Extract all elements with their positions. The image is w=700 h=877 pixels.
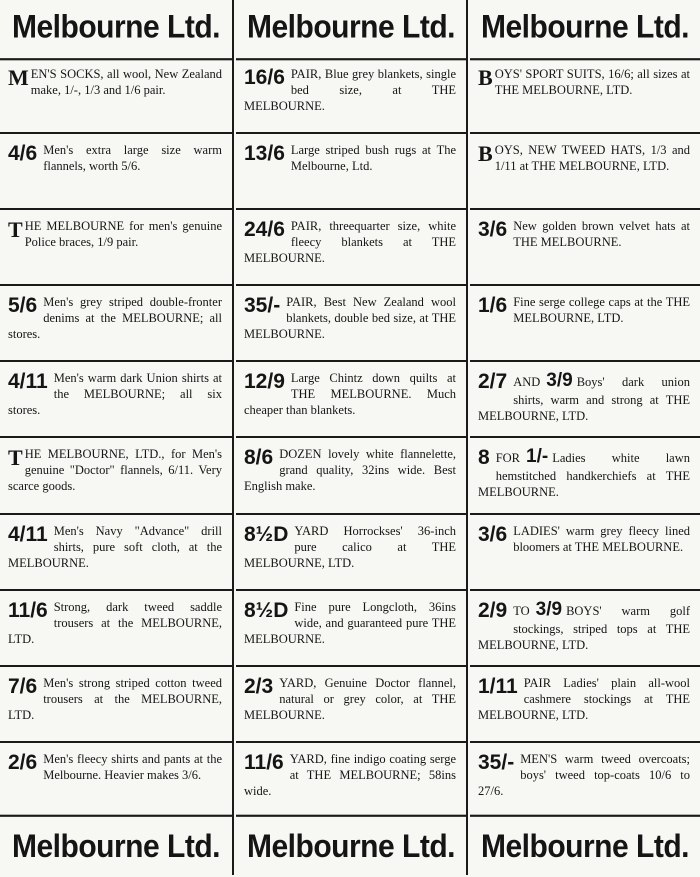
- advert-text: OYS, NEW TWEED HATS, 1/3 and 1/11 at THE MELBOURNE, LTD.: [494, 143, 690, 174]
- advert-text: EN'S SOCKS, all wool, New Zealand make, 1/-, 1/3 and 1/6 pair.: [30, 67, 222, 97]
- advert-price: 3/6: [478, 218, 508, 242]
- column-banner-bottom: Melbourne Ltd.: [0, 815, 232, 877]
- advert-initial: M: [8, 65, 29, 90]
- advert-initial: B: [478, 65, 493, 90]
- advert-price: 8½D: [244, 522, 289, 546]
- advert-price: 2/6: [8, 750, 38, 774]
- advert-price: 12/9: [244, 370, 285, 394]
- ad-list: [236, 58, 466, 817]
- advert-text: Men's grey striped double-fronter denims at the MELBOURNE; all stores.: [8, 295, 222, 342]
- column-banner-top: Melbourne Ltd.: [0, 0, 232, 60]
- advert-item: [236, 58, 466, 134]
- advert-price-secondary: 1/-: [526, 446, 549, 468]
- advert-text: LADIES' warm grey fleecy lined bloomers at THE MELBOURNE.: [513, 523, 690, 554]
- advert-text: PAIR, Best New Zealand wool blankets, double bed size, at THE MELBOURNE.: [244, 295, 456, 342]
- advert-item: [236, 515, 466, 591]
- advert-text: Men's Navy "Advance" drill shirts, pure soft cloth, at the MELBOURNE.: [8, 523, 222, 570]
- advert-text: Boys' dark union shirts, warm and strong at THE MELBOURNE, LTD.: [478, 375, 690, 424]
- advert-connector: AND: [513, 375, 541, 390]
- advert-price-secondary: 3/9: [546, 370, 573, 392]
- advert-price: 3/6: [478, 522, 508, 546]
- advert-item: [470, 362, 700, 438]
- advert-price: 2/7: [478, 370, 508, 394]
- advert-item: [0, 210, 232, 286]
- ad-list: [470, 58, 700, 817]
- advert-item: [470, 286, 700, 362]
- advert-item: [0, 591, 232, 667]
- advert-text: PAIR Ladies' plain all-wool cashmere stockings at THE MELBOURNE, LTD.: [478, 675, 690, 722]
- advert-price: 8½D: [244, 598, 289, 622]
- advert-item: [470, 515, 700, 591]
- advert-item: [470, 58, 700, 134]
- advert-item: [470, 134, 700, 210]
- advert-text: Fine pure Longcloth, 36ins wide, and guaranteed pure THE MELBOURNE.: [244, 599, 456, 646]
- advert-price: 5/6: [8, 294, 38, 318]
- advert-text: Men's extra large size warm flannels, worth 5/6.: [43, 143, 222, 174]
- advert-price: 35/-: [244, 294, 281, 318]
- advert-price: 24/6: [244, 218, 285, 242]
- advert-price: 8: [478, 446, 490, 470]
- advert-price: 4/6: [8, 142, 38, 166]
- column-banner-top: Melbourne Ltd.: [236, 0, 466, 60]
- advert-item: [0, 515, 232, 591]
- advert-price: 1/11: [478, 674, 518, 698]
- advert-text: DOZEN lovely white flannelette, grand quality, 32ins wide. Best English make.: [244, 447, 456, 494]
- advert-item: [470, 743, 700, 817]
- advert-item: [236, 362, 466, 438]
- advert-price: 1/6: [478, 294, 508, 318]
- advert-text: HE MELBOURNE for men's genuine Police braces, 1/9 pair.: [24, 219, 222, 250]
- advert-text: MEN'S warm tweed overcoats; boys' tweed top-coats 10/6 to 27/6.: [478, 751, 690, 798]
- ad-list: [0, 58, 232, 817]
- advert-item: [236, 286, 466, 362]
- advert-initial: B: [478, 141, 493, 167]
- advert-item: [0, 134, 232, 210]
- advert-price: 16/6: [244, 66, 285, 89]
- advert-text: Men's strong striped cotton tweed trousers at the MELBOURNE, LTD.: [8, 675, 222, 722]
- advert-text: BOYS' warm golf stockings, striped tops at THE MELBOURNE, LTD.: [478, 603, 690, 652]
- advert-item: [470, 667, 700, 743]
- advert-connector: FOR: [495, 451, 521, 466]
- advert-price: 2/9: [478, 598, 508, 622]
- advert-item: [470, 438, 700, 514]
- advert-item: [0, 438, 232, 514]
- advert-text: PAIR, threequarter size, white fleecy blankets at THE MELBOURNE.: [244, 219, 456, 266]
- advert-text: Large striped bush rugs at The Melbourne, Ltd.: [290, 143, 456, 174]
- advert-price: 11/6: [244, 750, 284, 774]
- advert-text: Fine serge college caps at the THE MELBOURNE, LTD.: [513, 295, 690, 326]
- advert-item: [0, 58, 232, 134]
- column-banner-bottom: Melbourne Ltd.: [236, 815, 466, 877]
- advert-item: [236, 667, 466, 743]
- advert-text: New golden brown velvet hats at THE MELBOURNE.: [513, 219, 690, 250]
- advert-text: OYS' SPORT SUITS, 16/6; all sizes at THE MELBOURNE, LTD.: [494, 67, 690, 97]
- advert-price: 7/6: [8, 674, 38, 698]
- advert-item: [236, 591, 466, 667]
- advert-price: 13/6: [244, 142, 285, 166]
- advert-text: Large Chintz down quilts at THE MELBOURNE. Much cheaper than blankets.: [244, 371, 456, 418]
- advert-text: Men's warm dark Union shirts at the MELBOURNE; all six stores.: [8, 371, 222, 418]
- advert-price: 4/11: [8, 522, 48, 546]
- advert-text: Ladies white lawn hemstitched handkerchiefs at THE MELBOURNE.: [478, 451, 690, 500]
- advert-item: [236, 210, 466, 286]
- advert-price: 35/-: [478, 750, 515, 774]
- column-1: [0, 0, 234, 875]
- column-3: [470, 0, 700, 875]
- advert-initial: T: [8, 217, 23, 243]
- advert-price-secondary: 3/9: [535, 598, 563, 620]
- advert-text: Strong, dark tweed saddle trousers at the MELBOURNE, LTD.: [8, 599, 222, 646]
- column-2: [236, 0, 468, 875]
- column-banner-top: Melbourne Ltd.: [470, 0, 700, 60]
- advert-initial: T: [8, 445, 23, 471]
- advert-price: 4/11: [8, 370, 48, 394]
- advert-item: [0, 286, 232, 362]
- advert-text: Men's fleecy shirts and pants at the Melbourne. Heavier makes 3/6.: [43, 751, 222, 782]
- advert-item: [236, 438, 466, 514]
- advert-item: [0, 667, 232, 743]
- advert-price: 8/6: [244, 446, 274, 470]
- advert-item: [0, 362, 232, 438]
- advert-text: YARD, Genuine Doctor flannel, natural or grey color, at THE MELBOURNE.: [244, 675, 456, 722]
- advert-text: HE MELBOURNE, LTD., for Men's genuine "Doctor" flannels, 6/11. Very scarce goods.: [8, 447, 222, 494]
- column-banner-bottom: Melbourne Ltd.: [470, 815, 700, 877]
- advert-item: [470, 210, 700, 286]
- advert-text: YARD Horrockses' 36-inch pure calico at THE MELBOURNE, LTD.: [244, 523, 456, 570]
- advert-item: [236, 134, 466, 210]
- advert-item: [470, 591, 700, 667]
- advert-item: [0, 743, 232, 817]
- advert-connector: TO: [513, 603, 530, 618]
- advert-text: PAIR, Blue grey blankets, single bed size, at THE MELBOURNE.: [244, 67, 456, 113]
- advert-text: YARD, fine indigo coating serge at THE MELBOURNE; 58ins wide.: [244, 751, 456, 798]
- advert-price: 11/6: [8, 598, 48, 622]
- advert-price: 2/3: [244, 674, 274, 698]
- advert-item: [236, 743, 466, 817]
